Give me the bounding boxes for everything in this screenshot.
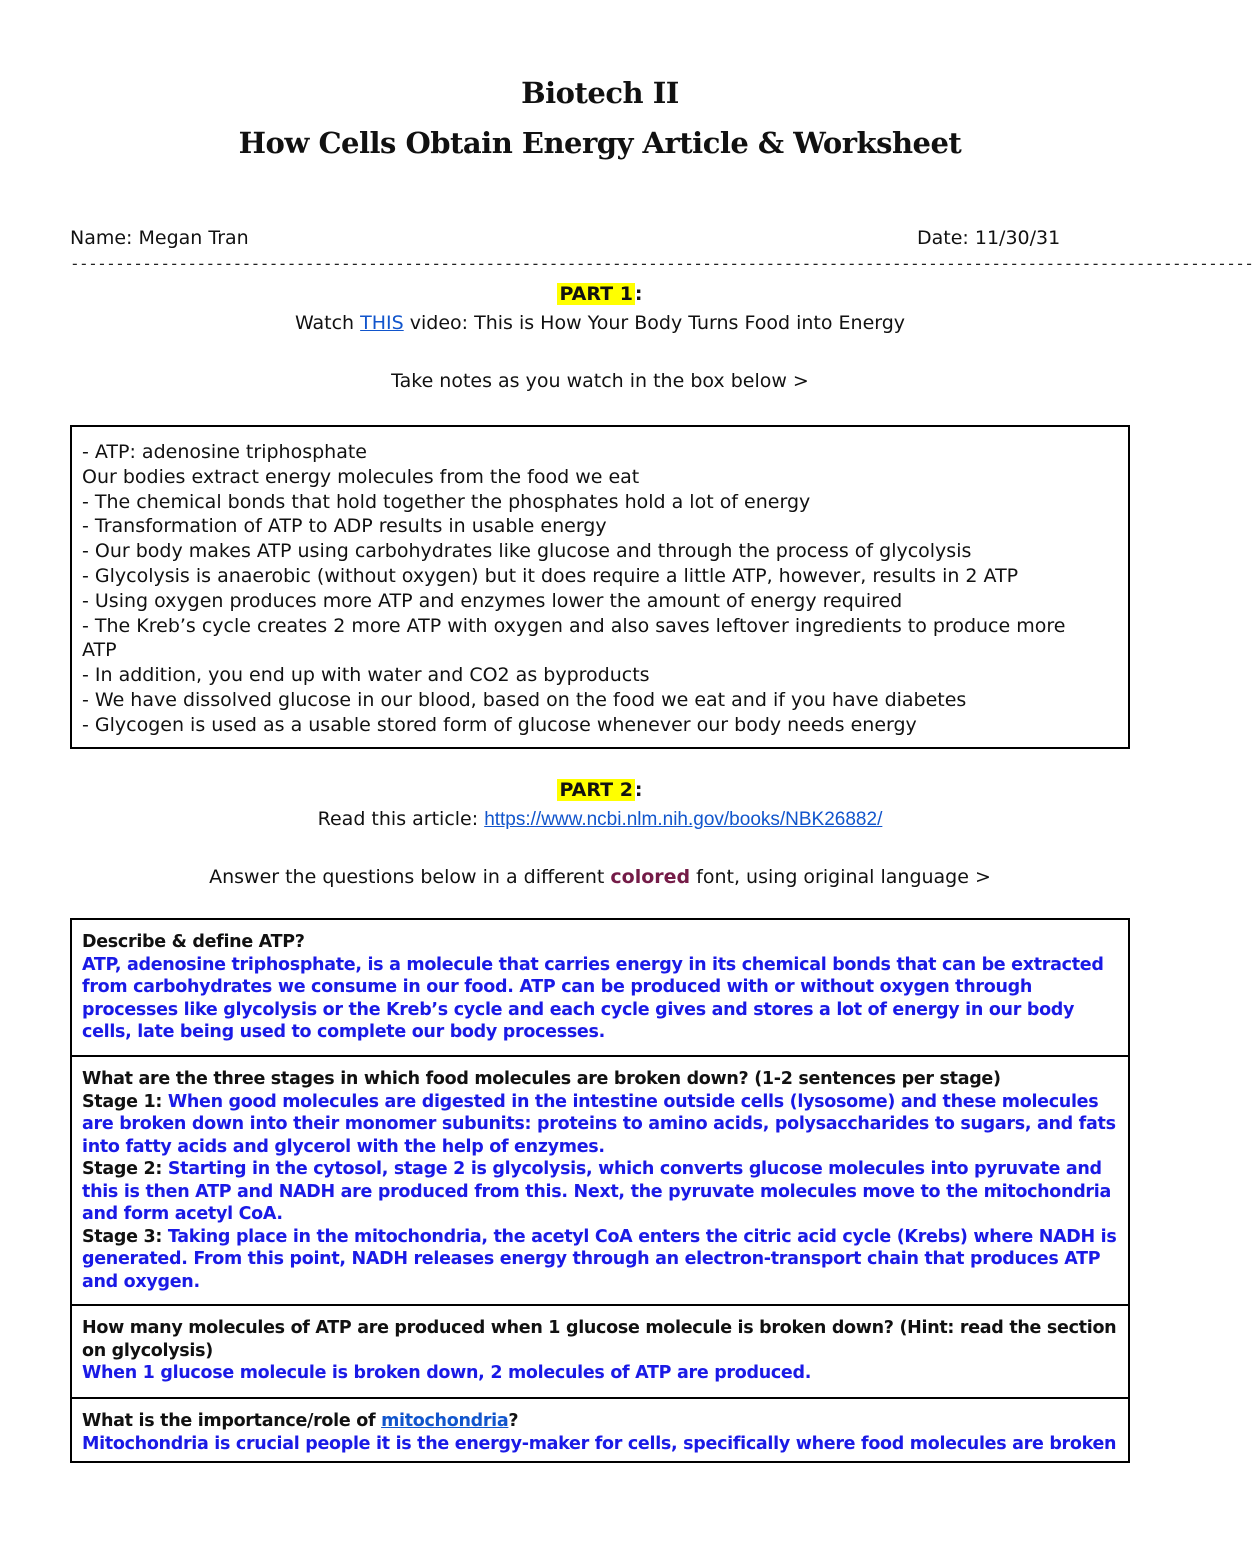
divider: ----------------------------------------------------------------------------------------------------------------------------------- bbox=[70, 254, 1253, 273]
name-label: Name: bbox=[70, 227, 133, 249]
answer-text: Starting in the cytosol, stage 2 is glycolysis, which converts glucose molecules into pyruvate and this is then ATP and NADH are produced from this. Next, the pyruvate molecules move to the mitochondria and form acetyl CoA. bbox=[82, 1159, 1111, 1224]
question-cell-stages[interactable] bbox=[72, 1057, 1128, 1306]
note-line: - The Kreb’s cycle creates 2 more ATP with oxygen and also saves leftover ingredients to produce more bbox=[82, 614, 1066, 637]
question-text: What are the three stages in which food molecules are broken down? (1-2 sentences per stage) bbox=[82, 1069, 1001, 1089]
answer-text: When good molecules are digested in the intestine outside cells (lysosome) and these molecules are broken down into their monomer subunits: proteins to amino acids, polysaccharides to sugars, and fats into fatty acids and glycerol with the help of enzymes. bbox=[82, 1091, 1116, 1157]
date-field bbox=[917, 227, 1060, 249]
note-line: Our bodies extract energy molecules from the food we eat bbox=[82, 465, 640, 488]
date-value: 11/30/31 bbox=[974, 227, 1061, 249]
part1-instruction: Take notes as you watch in the box below > bbox=[391, 370, 809, 392]
note-line: - In addition, you end up with water and CO2 as byproducts bbox=[82, 664, 650, 687]
part2-label: PART 2 bbox=[559, 779, 633, 801]
part2-instruction: Answer the questions below in a different colored font, using original language > bbox=[209, 866, 991, 888]
note-line: - The chemical bonds that hold together the phosphates hold a lot of energy bbox=[82, 490, 811, 513]
note-line: - Using oxygen produces more ATP and enzymes lower the amount of energy required bbox=[82, 589, 903, 612]
colored-word: colored bbox=[610, 866, 691, 888]
part1-label: PART 1 bbox=[559, 283, 633, 305]
mitochondria-link[interactable]: mitochondria bbox=[381, 1411, 509, 1431]
answer-text: Taking place in the mitochondria, the acetyl CoA enters the citric acid cycle (Krebs) where NADH is generated. From this point, NADH releases energy through an electron-transport chain that produces ATP and oxygen. bbox=[82, 1226, 1117, 1292]
questions-table bbox=[70, 918, 1130, 1463]
part2-read-line: Read this article: https://www.ncbi.nlm.nih.gov/books/NBK26882/ bbox=[317, 808, 883, 830]
stage-label: Stage 3: bbox=[82, 1226, 163, 1247]
note-line: - Glycolysis is anaerobic (without oxygen) but it does require a little ATP, however, results in 2 ATP bbox=[82, 564, 1019, 587]
question-text: Describe & define ATP? bbox=[82, 932, 305, 952]
note-line: - ATP: adenosine triphosphate bbox=[82, 441, 367, 463]
note-line: - Glycogen is used as a usable stored form of glucose whenever our body needs energy bbox=[82, 713, 917, 736]
document-subtitle: How Cells Obtain Energy Article & Worksheet bbox=[238, 126, 962, 160]
part2-heading: PART 2 : bbox=[559, 779, 643, 801]
note-line: - Our body makes ATP using carbohydrates like glucose and through the process of glycolysis bbox=[82, 540, 972, 563]
answer-text: Mitochondria is crucial people it is the energy-maker for cells, specifically where food molecules are broken bbox=[82, 1433, 1117, 1454]
notes-box[interactable] bbox=[70, 425, 1130, 749]
note-line: - Transformation of ATP to ADP results in usable energy bbox=[82, 515, 607, 538]
question-cell-atp-count[interactable] bbox=[72, 1306, 1128, 1399]
answer-text: When 1 glucose molecule is broken down, 2 molecules of ATP are produced. bbox=[82, 1363, 812, 1383]
question-cell-atp[interactable] bbox=[72, 920, 1128, 1057]
stage-label: Stage 2: bbox=[82, 1159, 163, 1179]
name-field bbox=[70, 227, 249, 249]
article-link[interactable]: https://www.ncbi.nlm.nih.gov/books/NBK26882/ bbox=[484, 809, 883, 830]
note-line: ATP bbox=[82, 639, 117, 662]
answer-text: ATP, adenosine triphosphate, is a molecule that carries energy in its chemical bonds that can be extracted from carbohydrates we consume in our food. ATP can be produced with or without oxygen through processes like glycolysis or the Kreb’s cycle and each cycle gives and stores a lot of energy in our body cells, late being used to complete our body processes. bbox=[82, 954, 1104, 1042]
part1-heading: PART 1 : bbox=[559, 283, 643, 305]
name-value: Megan Tran bbox=[138, 227, 249, 249]
document-title: Biotech II bbox=[521, 76, 679, 110]
video-link[interactable]: THIS bbox=[360, 312, 404, 334]
question-text: What is the importance/role of mitochondria? bbox=[82, 1411, 519, 1431]
stage-label: Stage 1: bbox=[82, 1091, 163, 1112]
question-cell-mitochondria[interactable] bbox=[72, 1399, 1128, 1461]
question-text: How many molecules of ATP are produced when 1 glucose molecule is broken down? (Hint: read the section on glycolysis) bbox=[82, 1318, 1117, 1361]
part1-watch-line: Watch THIS video: This is How Your Body Turns Food into Energy bbox=[294, 312, 906, 334]
note-line: - We have dissolved glucose in our blood, based on the food we eat and if you have diabetes bbox=[82, 688, 967, 711]
date-label: Date: bbox=[917, 227, 969, 249]
